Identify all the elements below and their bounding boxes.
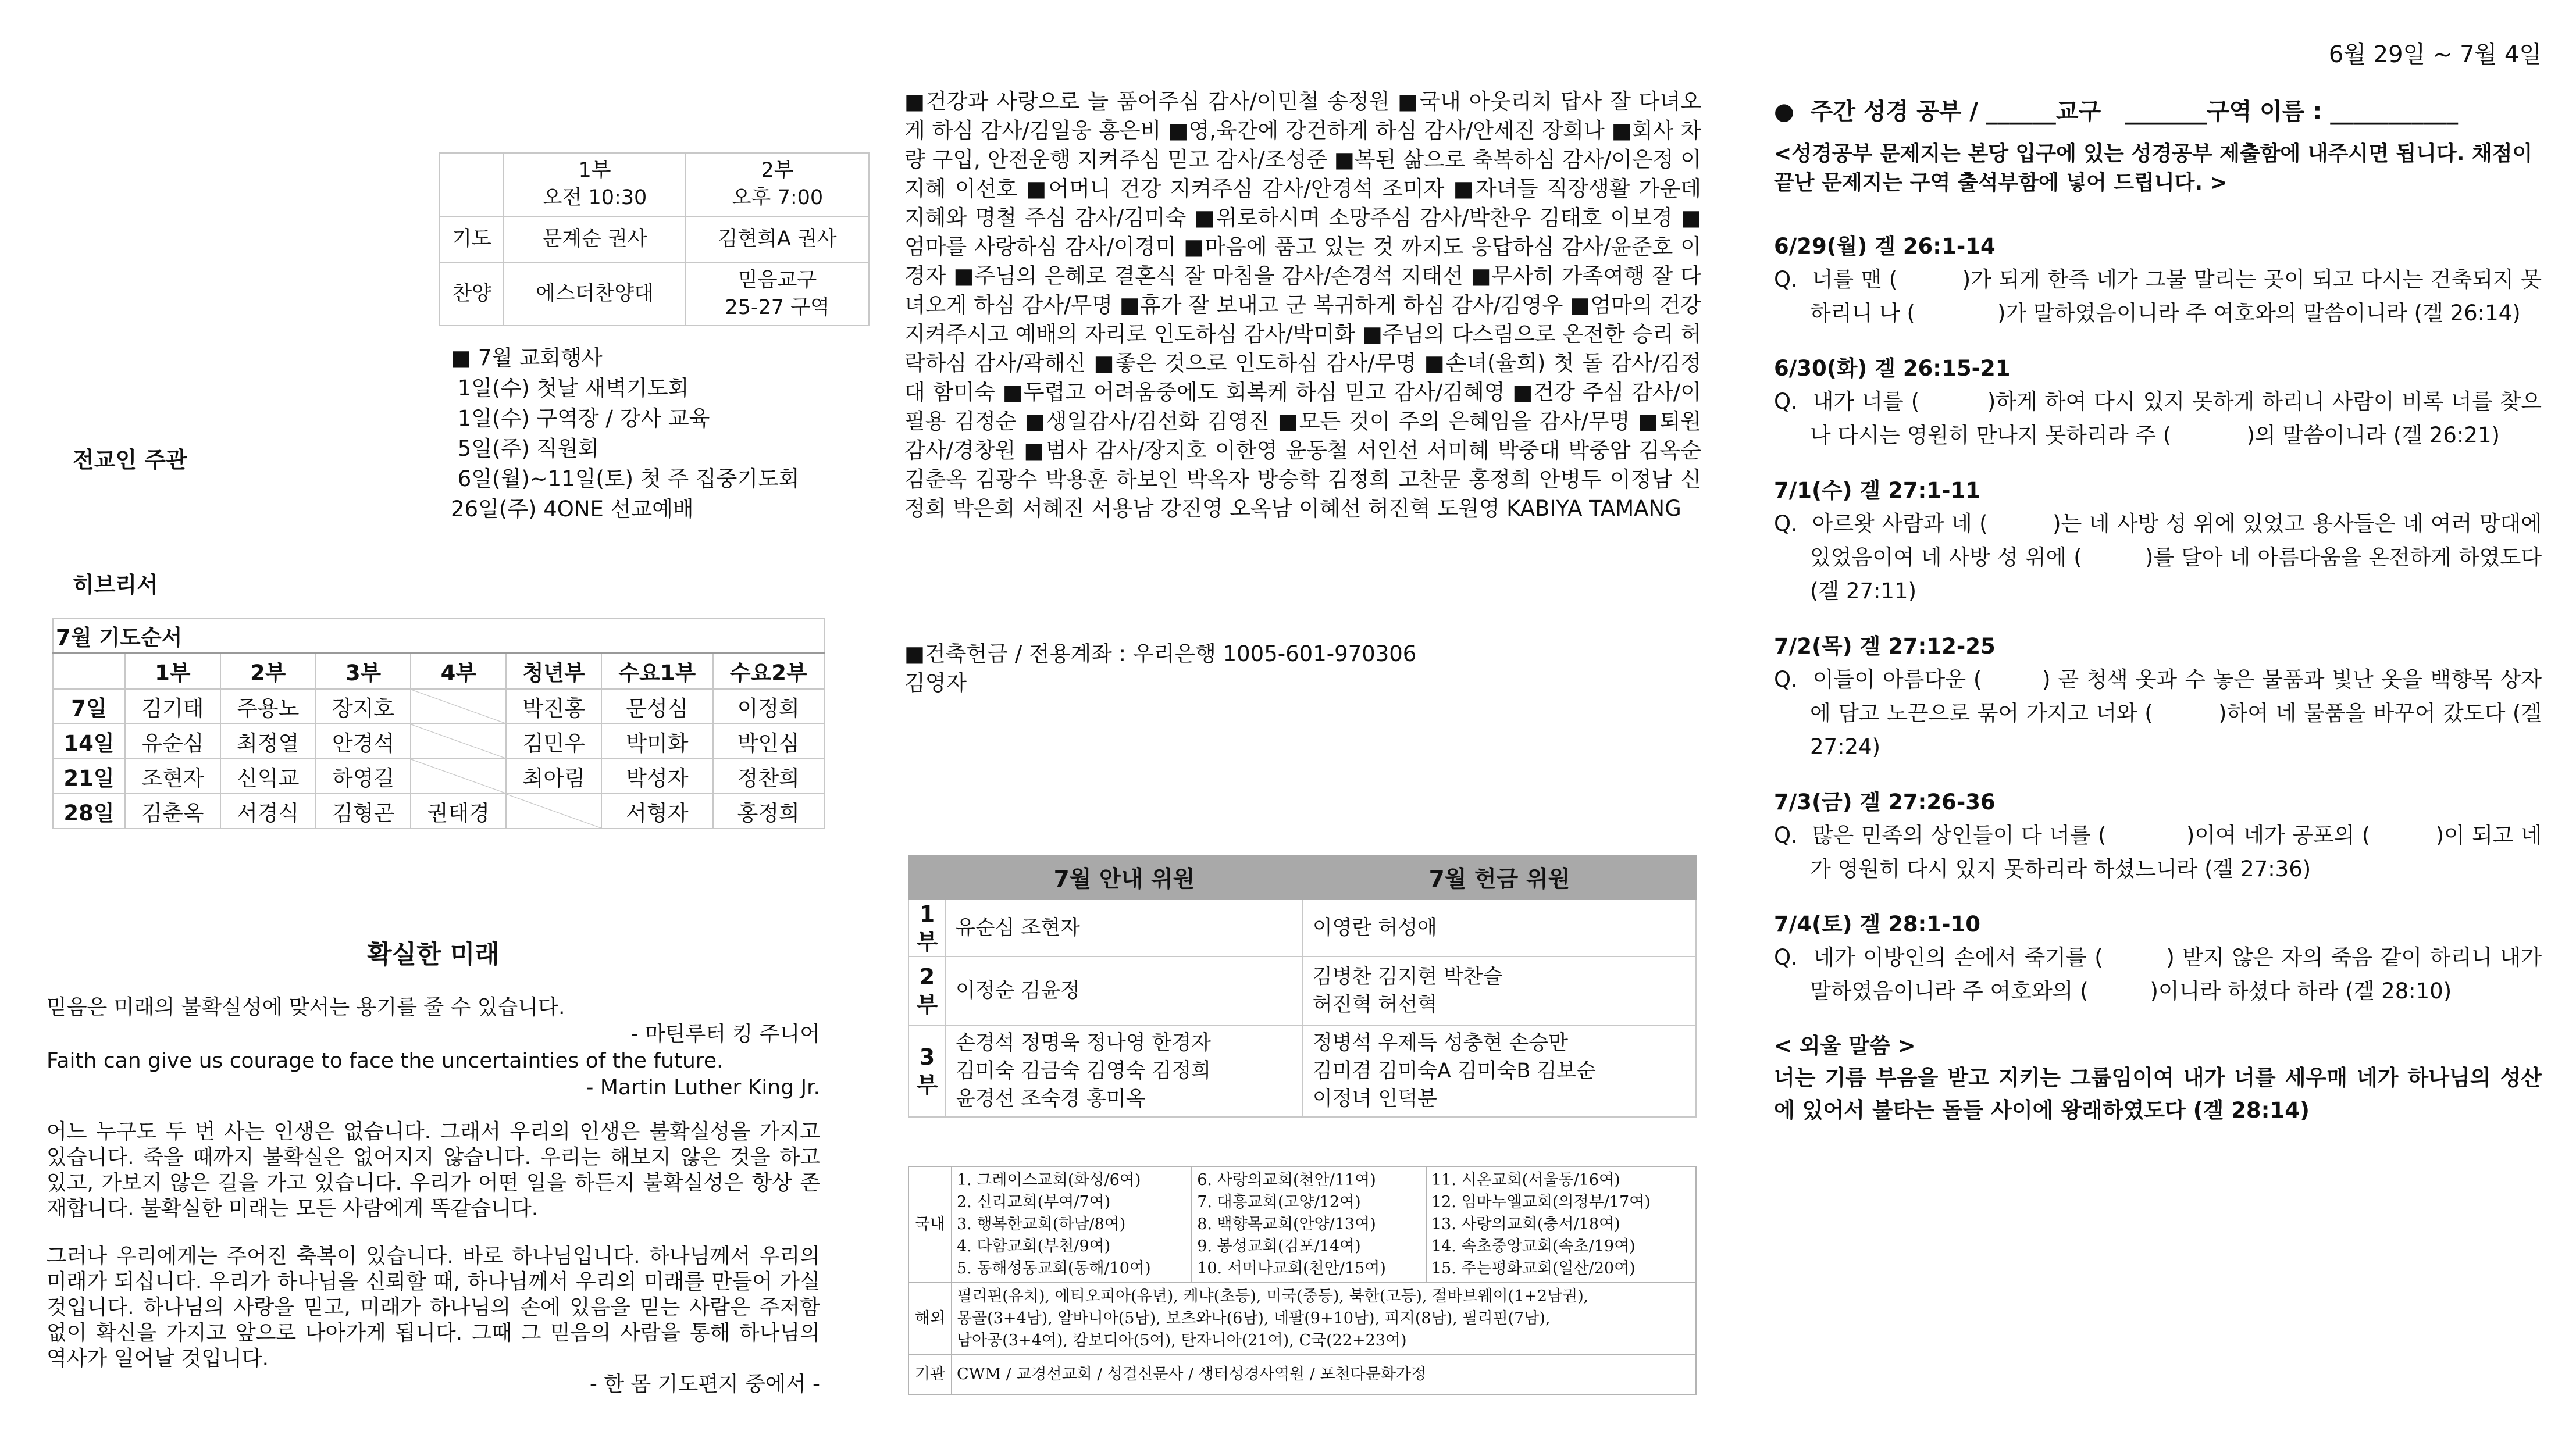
article-body: [47, 1119, 820, 1397]
prayer-header: 수요1부: [601, 653, 712, 689]
prayer-cell-empty: [411, 689, 506, 724]
usher-corner: [908, 855, 946, 900]
prayer-cell: 주용노: [220, 689, 316, 724]
usher-service: 2부: [908, 956, 946, 1025]
prayer-header: 4부: [411, 653, 506, 689]
prayer-cell: 장지호: [316, 689, 411, 724]
study-day-heading: 7/1(수) 겔 27:1-11: [1774, 478, 1980, 503]
quote-author-english: - Martin Luther King Jr.: [586, 1076, 820, 1100]
mission-support-table: [908, 1166, 1697, 1395]
prayer-header: 수요2부: [713, 653, 824, 689]
usher-offering: 정병석 우제득 성충현 손승만 김미겸 김미숙A 김미숙B 김보순 이정녀 인덕분: [1303, 1025, 1696, 1117]
prayer-order-table: [52, 618, 825, 829]
quote-english: Faith can give us courage to face the uncertainties of the future.: [47, 1049, 724, 1073]
mission-overseas-label: 해외: [908, 1283, 952, 1355]
prayer-cell: 김춘옥: [125, 794, 220, 829]
usher-offering: 김병찬 김지현 박찬슬 허진혁 허선혁: [1303, 956, 1696, 1025]
article-paragraph: 어느 누구도 두 번 사는 인생은 없습니다. 그래서 우리의 인생은 불확실성을 가지고 있습니다. 죽을 때까지 불확실은 없어지지 않습니다. 우리는 해보지 않은 것을 하고 있고, 가보지 않은 길을 가고 있습니다. 우리가 어떤 일을 하든지 불확실성은 항상 존재합니다. 불확실한 미래는 모든 사람에게 똑같습니다.: [47, 1120, 820, 1220]
service-cell: 김현희A 권사: [686, 216, 869, 263]
service-schedule-table: [439, 152, 870, 326]
usher-offering: 이영란 허성애: [1303, 900, 1696, 956]
study-question: Q. 내가 너를 ( )하게 하여 다시 있지 못하게 하리니 사람이 비록 너를 찾으나 다시는 영원히 만나지 못하리라 주 ( )의 말씀이니라 (겔 26:21): [1774, 389, 2542, 448]
date-range: 6월 29일 ~ 7월 4일: [2328, 41, 2542, 68]
study-day: [1774, 352, 2542, 452]
service-role: 찬양: [440, 263, 504, 326]
prayer-cell: 최정열: [220, 724, 316, 759]
study-day-heading: 6/29(월) 겔 26:1-14: [1774, 234, 1996, 259]
prayer-cell-empty: [411, 759, 506, 794]
mission-org-label: 기관: [908, 1355, 952, 1394]
service-role: 기도: [440, 216, 504, 263]
service-header-2: 2부 오후 7:00: [686, 153, 869, 216]
prayer-cell: 하영길: [316, 759, 411, 794]
building-offering: [904, 640, 1416, 698]
prayer-cell: 문성심: [601, 689, 712, 724]
prayer-cell: 서경식: [220, 794, 316, 829]
prayer-cell: 유순심: [125, 724, 220, 759]
bible-study-questions: [1774, 230, 2549, 1127]
prayer-cell: 박진홍: [506, 689, 601, 724]
usher-header-guide: 7월 안내 위원: [946, 855, 1303, 900]
study-day-heading: 6/30(화) 겔 26:15-21: [1774, 356, 2011, 381]
prayer-date: 7일: [53, 689, 125, 724]
table-row: [908, 1025, 1696, 1117]
study-question: Q. 너를 맨 ( )가 되게 한즉 네가 그물 말리는 곳이 되고 다시는 건축되지 못하리니 나 ( )가 말하였음이니라 주 여호와의 말씀이니라 (겔 26:14): [1774, 267, 2542, 326]
study-question: Q. 이들이 아름다운 ( ) 곧 청색 옷과 수 놓은 물품과 빛난 옷을 백향목 상자에 담고 노끈으로 묶어 가지고 너와 ( )하여 네 물품을 바꾸어 갔도다 (겔 27:24): [1774, 667, 2549, 759]
building-account: ■건축헌금 / 전용계좌 : 우리은행 1005-601-970306: [904, 641, 1417, 666]
usher-service: 3부: [908, 1025, 946, 1117]
event-item: 5일(주) 직원회: [451, 436, 599, 461]
church-events: [451, 343, 800, 524]
usher-table: [908, 855, 1697, 1118]
usher-guide: 이정순 김윤정: [946, 956, 1303, 1025]
prayer-cell: 조현자: [125, 759, 220, 794]
prayer-cell: 정찬희: [713, 759, 824, 794]
prayer-date: 21일: [53, 759, 125, 794]
study-question: Q. 아르왓 사람과 네 ( )는 네 사방 성 위에 있었고 용사들은 네 여러 망대에 있었음이여 네 사방 성 위에 ( )를 달아 네 아름다움을 온전하게 하였도다 (겔 27:11): [1774, 511, 2549, 604]
thanks-offerings: ■건강과 사랑으로 늘 품어주심 감사/이민철 송정원 ■국내 아웃리치 답사 잘 다녀오게 하심 감사/김일웅 홍은비 ■영,육간에 강건하게 하심 감사/안세진 장희나 ■회사 차량 구입, 안전운행 지켜주심 믿고 감사/조성준 ■복된 삶으로 축복하심 감사/이은정 이지혜 이선호 ■어머니 건강 지켜주심 감사/안경석 조미자 ■자녀들 직장생활 가운데 지혜와 명철 주심 감사/김미숙 ■위로하시며 소망주심 감사/박찬우 김태호 이보경 ■엄마를 사랑하심 감사/이경미 ■마음에 품고 있는 것 까지도 응답하심 감사/윤준호 이경자 ■주님의 은혜로 결혼식 잘 마침을 감사/손경석 지태선 ■무사히 가족여행 잘 다녀오게 하심 감사/무명 ■휴가 잘 보내고 군 복귀하게 하심 감사/김영우 ■엄마의 건강지켜주시고 예배의 자리로 인도하심 감사/박미화 ■주님의 다스림으로 온전한 승리 허락하심 감사/곽해신 ■좋은 것으로 인도하심 감사/무명 ■손녀(율희) 첫 돌 감사/김정대 함미숙 ■두렵고 어려움중에도 회복케 하심 믿고 감사/김혜영 ■건강 주심 감사/이필용 김정순 ■생일감사/김선화 김영진 ■모든 것이 주의 은혜임을 감사/무명 ■퇴원 감사/경창원 ■범사 감사/장지호 이한영 윤동철 서인선 서미혜 박중대 박중암 김옥순 김춘옥 김광수 박용훈 하보인 박옥자 방승학 김정희 고찬문 홍정희 안병두 이정남 신정희 박은희 서혜진 서용남 강진영 오옥남 이혜선 허진혁 도원영 KABIYA TAMANG: [904, 89, 1701, 521]
study-day: [1774, 230, 2542, 330]
prayer-header: 1부: [125, 653, 220, 689]
quote-author-korean: - 마틴루터 킹 주니어: [630, 1022, 820, 1046]
prayer-header: 3부: [316, 653, 411, 689]
memory-verse: 너는 기름 부음을 받고 지키는 그룹임이여 내가 너를 세우매 네가 하나님의 성산에 있어서 불타는 돌들 사이에 왕래하였도다 (겔 28:14): [1774, 1065, 2542, 1123]
table-row: [908, 900, 1696, 956]
prayer-cell: 최아림: [506, 759, 601, 794]
service-corner: [440, 153, 504, 216]
service-header-1: 1부 오전 10:30: [504, 153, 686, 216]
table-row: [908, 956, 1696, 1025]
events-title: ■ 7월 교회행사: [451, 345, 603, 370]
study-day: [1774, 474, 2549, 608]
event-item: 6일(월)~11일(토) 첫 주 집중기도회: [451, 466, 800, 491]
prayer-cell: 안경석: [316, 724, 411, 759]
prayer-date: 14일: [53, 724, 125, 759]
mission-domestic-label: 국내: [908, 1166, 952, 1283]
table-row: [53, 689, 824, 724]
memory-verse-heading: < 외울 말씀 >: [1774, 1033, 1916, 1058]
event-item: 26일(주) 4ONE 선교예배: [451, 497, 694, 522]
mission-domestic-col: 6. 사랑의교회(천안/11여) 7. 대흥교회(고양/12여) 8. 백향목교회(안양/13여) 9. 봉성교회(김포/14여) 10. 서머나교회(천안/15여): [1192, 1166, 1426, 1283]
mission-org: CWM / 교경선교회 / 성결신문사 / 생터성경사역원 / 포천다문화가정: [952, 1355, 1696, 1394]
service-cell: 에스더찬양대: [504, 263, 686, 326]
usher-guide: 유순심 조현자: [946, 900, 1303, 956]
mission-host-label: 전교인 주관: [73, 447, 187, 473]
usher-service: 1부: [908, 900, 946, 956]
mission-domestic-col: 1. 그레이스교회(화성/6여) 2. 신리교회(부여/7여) 3. 행복한교회(하남/8여) 4. 다함교회(부천/9여) 5. 동해성동교회(동해/10여): [952, 1166, 1192, 1283]
bible-study-note: <성경공부 문제지는 본당 입구에 있는 성경공부 제출함에 내주시면 됩니다. 채점이 끝난 문제지는 구역 출석부함에 넣어 드립니다. >: [1774, 142, 2533, 195]
prayer-cell: 박인심: [713, 724, 824, 759]
prayer-corner: [53, 653, 125, 689]
study-day: [1774, 786, 2542, 886]
prayer-cell: 김형곤: [316, 794, 411, 829]
prayer-title: 7월 기도순서: [53, 618, 824, 653]
study-day: [1774, 630, 2549, 764]
prayer-cell: 김민우: [506, 724, 601, 759]
hebrews-label: 히브리서: [73, 572, 158, 598]
study-question: Q. 많은 민족의 상인들이 다 너를 ( )이여 네가 공포의 ( )이 되고 네가 영원히 다시 있지 못하리라 하셨느니라 (겔 27:36): [1774, 823, 2542, 881]
table-row: [53, 794, 824, 829]
prayer-cell: 김기태: [125, 689, 220, 724]
bible-study-heading: ● 주간 성경 공부 / ______교구 _______구역 이름 : ___________: [1774, 98, 2459, 125]
article-title: 확실한 미래: [367, 940, 500, 969]
service-cell: 믿음교구 25-27 구역: [686, 263, 869, 326]
prayer-cell: 서형자: [601, 794, 712, 829]
prayer-cell-empty: [411, 724, 506, 759]
prayer-cell: 권태경: [411, 794, 506, 829]
prayer-header: 청년부: [506, 653, 601, 689]
study-day-heading: 7/4(토) 겔 28:1-10: [1774, 912, 1980, 937]
mission-overseas: 필리핀(유치), 에티오피아(유년), 케냐(초등), 미국(중등), 북한(고등), 절바브웨이(1+2남권), 몽골(3+4남), 알바니아(5남), 보츠와나(6남), 네팔(9+10남), 피지(8남), 필리핀(7남), 남아공(3+4여), 캄보디아(5여), 탄자니아(21여), C국(22+23여): [952, 1283, 1696, 1355]
prayer-cell: 홍정희: [713, 794, 824, 829]
study-day-heading: 7/3(금) 겔 27:26-36: [1774, 790, 1996, 815]
table-row: [53, 759, 824, 794]
usher-guide: 손경석 정명욱 정나영 한경자 김미숙 김금숙 김영숙 김정희 윤경선 조숙경 홍미옥: [946, 1025, 1303, 1117]
prayer-date: 28일: [53, 794, 125, 829]
event-item: 1일(수) 첫날 새벽기도회: [451, 376, 689, 401]
table-row: [53, 724, 824, 759]
prayer-cell: 박성자: [601, 759, 712, 794]
prayer-cell: 신익교: [220, 759, 316, 794]
article-quote: [47, 994, 820, 1101]
prayer-header: 2부: [220, 653, 316, 689]
study-day: [1774, 908, 2549, 1008]
mission-domestic-col: 11. 시온교회(서울동/16여) 12. 임마누엘교회(의정부/17여) 13. 사랑의교회(충서/18여) 14. 속초중앙교회(속초/19여) 15. 주는평화교회(일산/20여): [1426, 1166, 1696, 1283]
article-byline: - 한 몸 기도편지 중에서 -: [589, 1372, 820, 1396]
quote-korean: 믿음은 미래의 불확실성에 맞서는 용기를 줄 수 있습니다.: [47, 995, 565, 1019]
event-item: 1일(수) 구역장 / 강사 교육: [451, 406, 710, 431]
prayer-cell: 이정희: [713, 689, 824, 724]
building-donor: 김영자: [904, 670, 967, 695]
prayer-cell-empty: [506, 794, 601, 829]
study-question: Q. 네가 이방인의 손에서 죽기를 ( ) 받지 않은 자의 죽음 같이 하리니 내가 말하였음이니라 주 여호와의 ( )이니라 하셨다 하라 (겔 28:10): [1774, 945, 2549, 1004]
service-cell: 문계순 권사: [504, 216, 686, 263]
usher-header-offering: 7월 헌금 위원: [1303, 855, 1696, 900]
article-paragraph: 그러나 우리에게는 주어진 축복이 있습니다. 바로 하나님입니다. 하나님께서 우리의 미래가 되십니다. 우리가 하나님을 신뢰할 때, 하나님께서 우리의 미래를 만들어 가실 것입니다. 하나님의 사랑을 믿고, 미래가 하나님의 손에 있음을 믿는 사람은 주저함 없이 확신을 가지고 앞으로 나아가게 됩니다. 그때 그 믿음의 사람을 통해 하나님의 역사가 일어날 것입니다.: [47, 1244, 820, 1370]
study-day-heading: 7/2(목) 겔 27:12-25: [1774, 634, 1996, 659]
prayer-cell: 박미화: [601, 724, 712, 759]
